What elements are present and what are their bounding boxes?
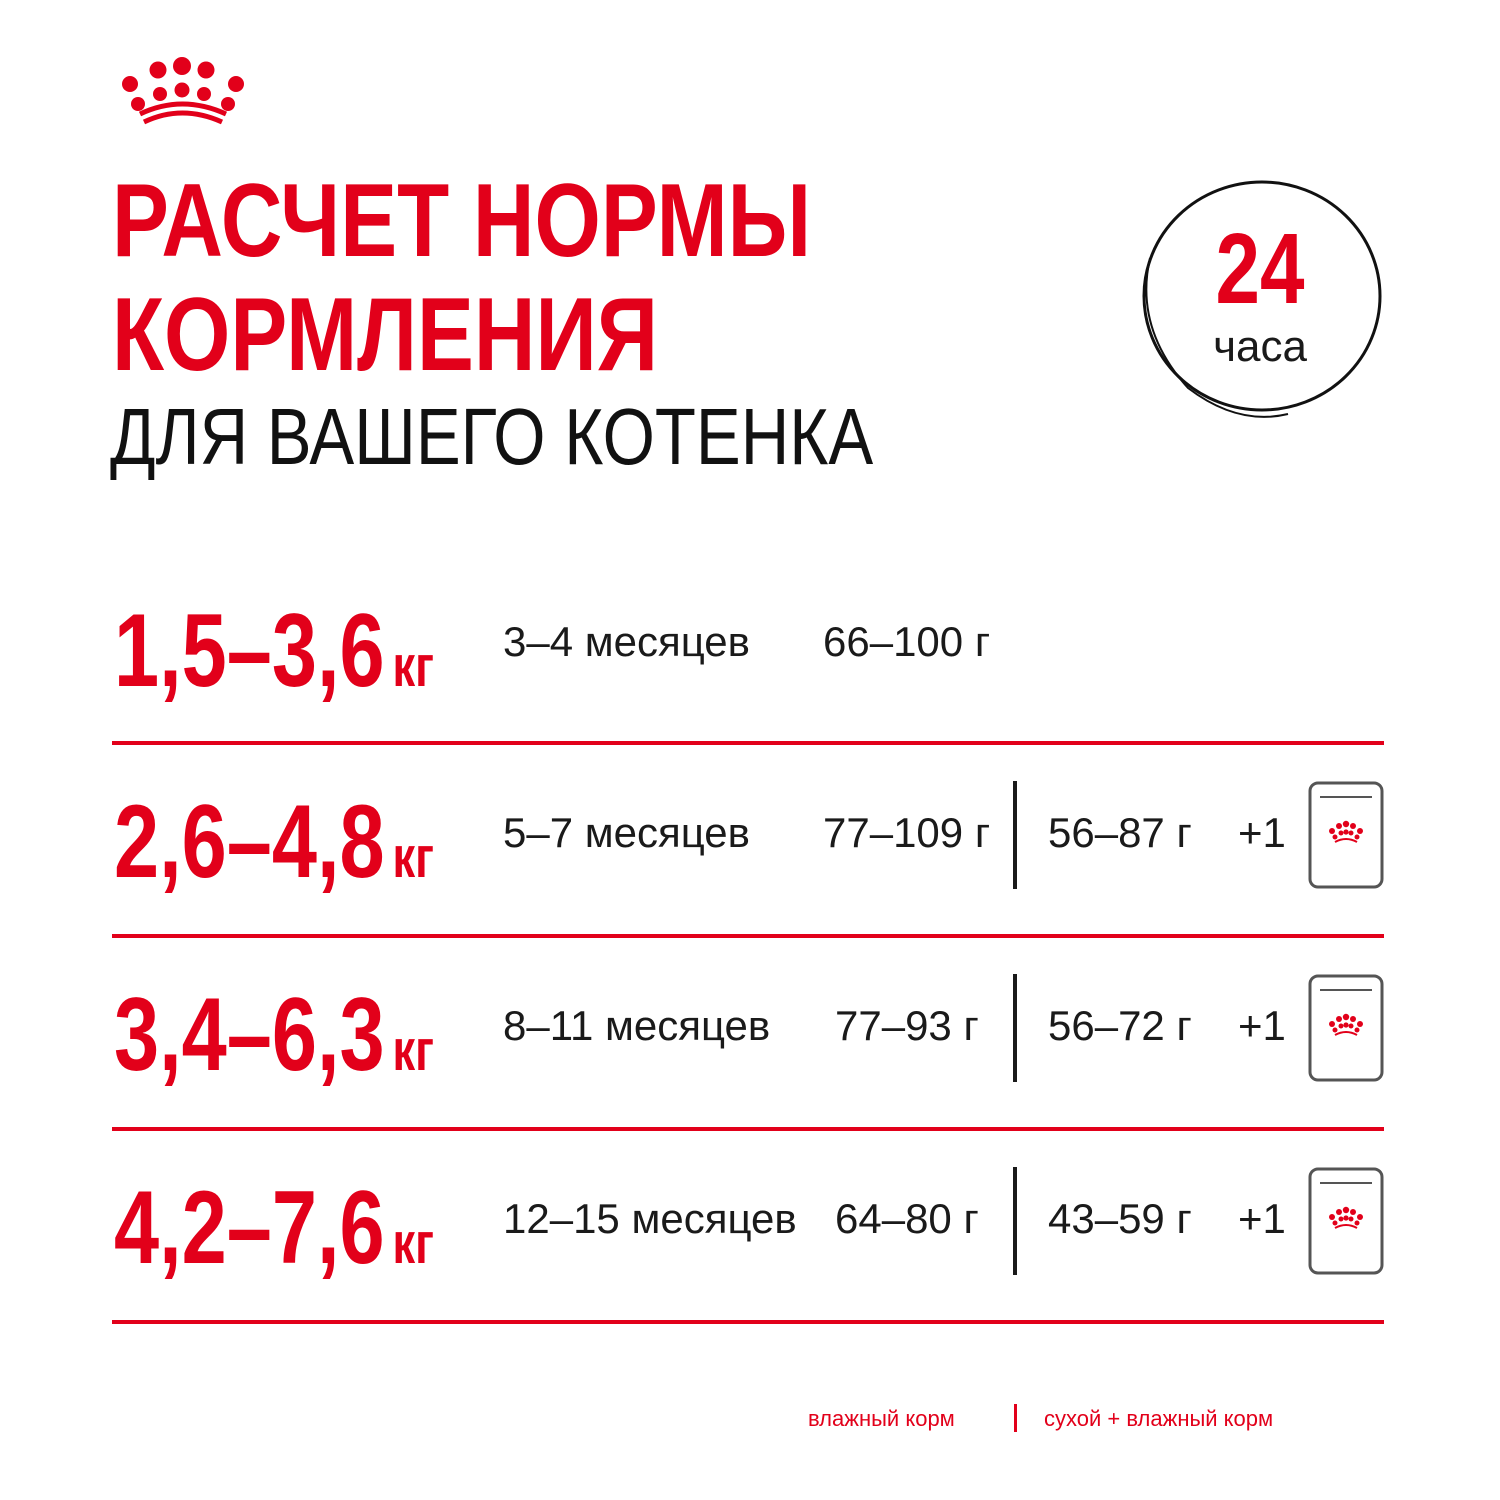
table-row — [0, 1167, 1500, 1317]
weight-unit: кг — [392, 1018, 434, 1083]
row-divider — [112, 934, 1384, 938]
row-divider — [112, 741, 1384, 745]
weight-unit: кг — [392, 825, 434, 890]
row-divider — [112, 1127, 1384, 1131]
row-divider — [112, 1320, 1384, 1324]
badge-unit: часа — [1213, 322, 1307, 371]
weight-range: 1,5–3,6 кг — [114, 593, 434, 709]
crown-logo-icon — [118, 56, 246, 126]
legend-mixed-food: сухой + влажный корм — [1044, 1406, 1274, 1431]
wet-food-amount: 77–93 г — [835, 1002, 979, 1049]
column-separator — [1013, 781, 1017, 889]
column-separator — [1013, 1167, 1017, 1275]
age-range: 12–15 месяцев — [503, 1195, 797, 1242]
wet-food-amount: 66–100 г — [823, 618, 991, 665]
weight-unit: кг — [392, 1211, 434, 1276]
age-range: 3–4 месяцев — [503, 618, 750, 665]
weight-unit: кг — [392, 634, 434, 699]
legend-separator — [1014, 1404, 1017, 1432]
table-row — [0, 781, 1500, 931]
wet-food-amount: 64–80 г — [835, 1195, 979, 1242]
pouch-icon — [1308, 781, 1384, 889]
badge-number: 24 — [1215, 213, 1305, 325]
mixed-food-amount: 56–72 г — [1048, 1002, 1192, 1049]
page-subtitle: ДЛЯ ВАШЕГО КОТЕНКА — [110, 392, 874, 481]
page-title-line-2: КОРМЛЕНИЯ — [112, 277, 659, 393]
pouch-count: +1 — [1238, 809, 1286, 856]
age-range: 8–11 месяцев — [503, 1002, 771, 1049]
weight-range: 2,6–4,8 кг — [114, 784, 434, 900]
wet-food-amount: 77–109 г — [823, 809, 991, 856]
legend-wet-food: влажный корм — [808, 1406, 955, 1431]
column-separator — [1013, 974, 1017, 1082]
table-row — [0, 974, 1500, 1124]
pouch-icon — [1308, 974, 1384, 1082]
pouch-count: +1 — [1238, 1195, 1286, 1242]
mixed-food-amount: 56–87 г — [1048, 809, 1192, 856]
mixed-food-amount: 43–59 г — [1048, 1195, 1192, 1242]
table-row — [0, 590, 1500, 740]
page-title-line-1: РАСЧЕТ НОРМЫ — [112, 163, 812, 279]
pouch-count: +1 — [1238, 1002, 1286, 1049]
weight-range: 3,4–6,3 кг — [114, 977, 434, 1093]
age-range: 5–7 месяцев — [503, 809, 750, 856]
weight-range: 4,2–7,6 кг — [114, 1170, 434, 1286]
pouch-icon — [1308, 1167, 1384, 1275]
